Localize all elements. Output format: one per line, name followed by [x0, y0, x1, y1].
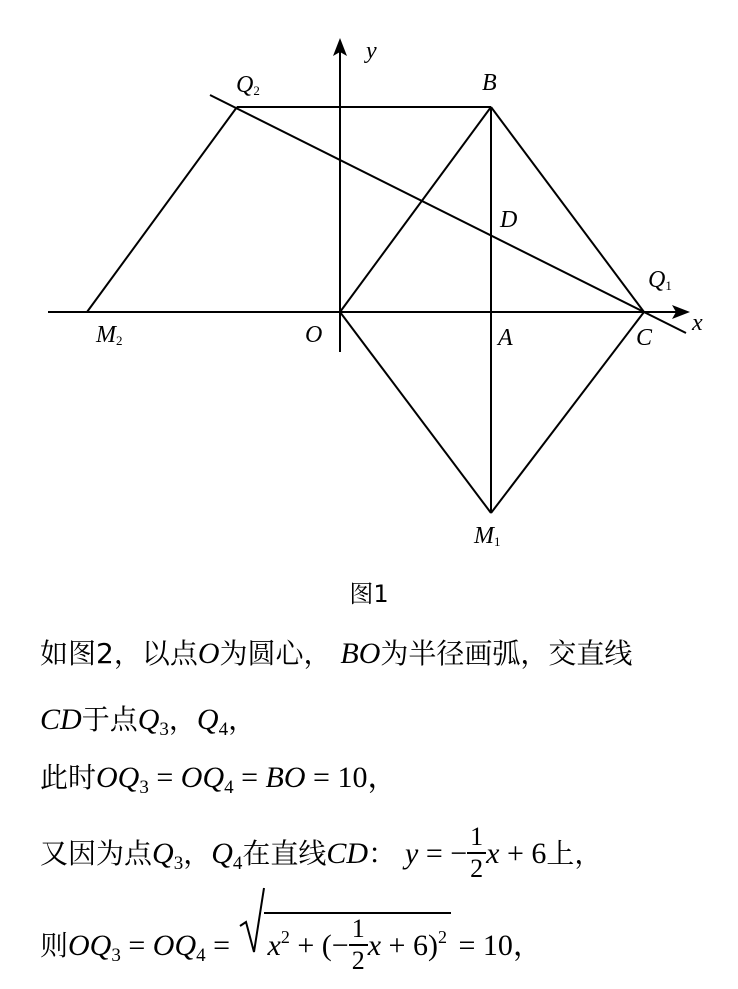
text-line-4: 又因为点$Q_3$，$Q_4$在直线CD： y = − $\frac{1}{2}$ x + 6上， — [40, 822, 603, 883]
fraction-one-half-2: $\frac{1}{2}$ — [349, 914, 368, 976]
label-M2: M2 — [96, 322, 123, 348]
label-D: D — [500, 207, 518, 233]
text-line-1: 如图2，以点O为圆心， BO为半径画弧，交直线 — [40, 637, 633, 670]
text-line-2: CD于点$Q_3$，$Q_4$， — [40, 703, 257, 740]
label-M1: M1 — [474, 523, 501, 549]
figure-caption: 图1 — [349, 580, 389, 608]
line-CD — [210, 95, 686, 333]
label-C: C — [636, 325, 653, 351]
label-Q1: Q1 — [648, 267, 672, 293]
radical-sign-icon — [238, 886, 266, 956]
label-Q2: Q2 — [236, 72, 260, 98]
segment-O-B — [340, 107, 491, 312]
label-O: O — [305, 322, 323, 348]
segment-C-M1 — [491, 312, 644, 513]
square-root: $x^2$ + (− $\frac{1}{2}$ x + 6)$^2$ — [238, 912, 451, 978]
label-x: x — [692, 310, 703, 336]
label-A: A — [498, 325, 513, 351]
label-y: y — [366, 38, 377, 64]
text-line-5: 则$OQ_3 = OQ_4$ = $x^2$ + (− $\frac{1}{2}$ x + 6)$^2$ = 10， — [40, 912, 543, 978]
segment-O-M1 — [340, 312, 491, 513]
text-line-3: 此时$OQ_3 = OQ_4$ = BO = 10， — [40, 761, 398, 798]
label-B: B — [482, 70, 497, 96]
segment-Q2-M2 — [87, 107, 237, 312]
fraction-one-half: $\frac{1}{2}$ — [467, 822, 486, 884]
